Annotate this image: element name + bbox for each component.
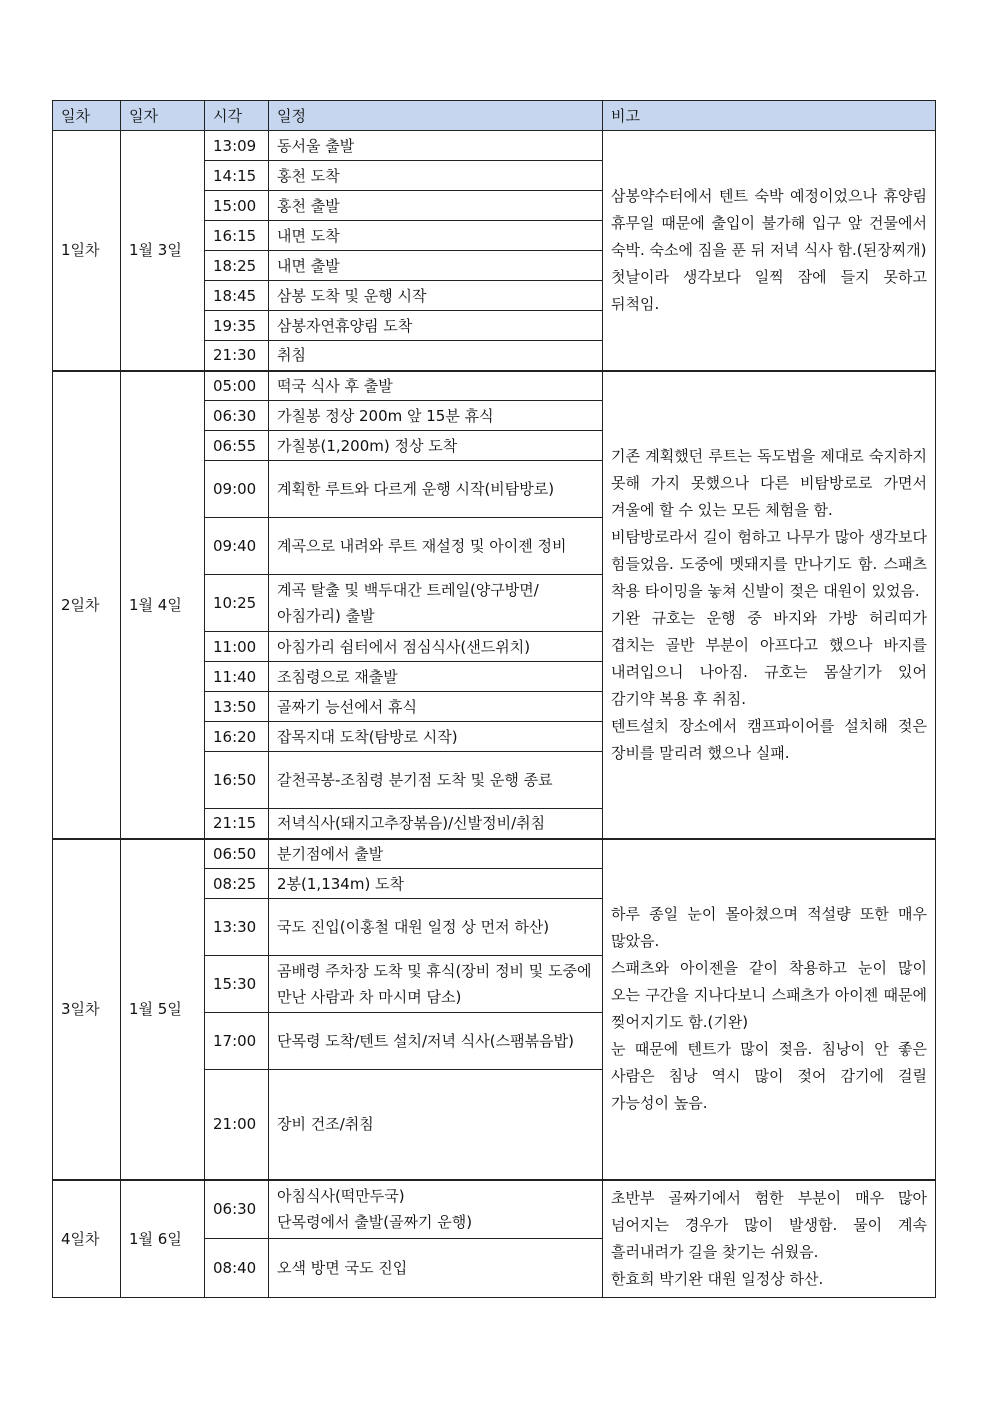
date-cell: 1월 5일 bbox=[121, 839, 205, 1180]
event-cell: 2봉(1,134m) 도착 bbox=[269, 869, 603, 899]
event-cell: 내면 도착 bbox=[269, 221, 603, 251]
event-cell: 삼봉자연휴양림 도착 bbox=[269, 311, 603, 341]
time-cell: 05:00 bbox=[205, 371, 269, 401]
event-cell: 단목령 도착/텐트 설치/저녁 식사(스팸볶음밥) bbox=[269, 1013, 603, 1070]
table-row bbox=[53, 1180, 936, 1239]
time-cell: 15:00 bbox=[205, 191, 269, 221]
event-cell: 취침 bbox=[269, 341, 603, 371]
schedule-table-wrapper bbox=[52, 100, 936, 1298]
event-cell: 홍천 출발 bbox=[269, 191, 603, 221]
time-cell: 19:35 bbox=[205, 311, 269, 341]
date-cell: 1월 6일 bbox=[121, 1180, 205, 1298]
time-cell: 16:20 bbox=[205, 722, 269, 752]
schedule-table bbox=[52, 100, 936, 1298]
time-cell: 18:25 bbox=[205, 251, 269, 281]
time-cell: 06:30 bbox=[205, 1180, 269, 1239]
event-cell: 잡목지대 도착(탐방로 시작) bbox=[269, 722, 603, 752]
event-cell: 골짜기 능선에서 휴식 bbox=[269, 692, 603, 722]
time-cell: 06:50 bbox=[205, 839, 269, 869]
day-cell: 3일차 bbox=[53, 839, 121, 1180]
note-paragraph: 스패츠와 아이젠을 같이 착용하고 눈이 많이 오는 구간을 지나다보니 스패츠가 아이젠 때문에 찢어지기도 함.(기완) bbox=[611, 959, 927, 1031]
note-paragraph: 하루 종일 눈이 몰아쳤으며 적설량 또한 매우 많았음. bbox=[611, 905, 927, 950]
time-cell: 18:45 bbox=[205, 281, 269, 311]
day-cell: 1일차 bbox=[53, 131, 121, 371]
date-cell: 1월 3일 bbox=[121, 131, 205, 371]
note-paragraph: 한효희 박기완 대원 일정상 하산. bbox=[611, 1269, 824, 1288]
event-cell bbox=[269, 1180, 603, 1239]
time-cell: 14:15 bbox=[205, 161, 269, 191]
event-cell: 떡국 식사 후 출발 bbox=[269, 371, 603, 401]
header-event: 일정 bbox=[269, 101, 603, 131]
event-line: 아침식사(떡만두국) bbox=[277, 1187, 405, 1206]
event-cell: 가칠봉(1,200m) 정상 도착 bbox=[269, 431, 603, 461]
note-paragraph: 기존 계획했던 루트는 독도법을 제대로 숙지하지 못해 가지 못했으나 다른 비탐방로로 가면서 겨울에 할 수 있는 모든 체험을 함. bbox=[611, 446, 927, 519]
event-cell: 계곡으로 내려와 루트 재설정 및 아이젠 정비 bbox=[269, 518, 603, 575]
event-cell: 삼봉 도착 및 운행 시작 bbox=[269, 281, 603, 311]
time-cell: 13:50 bbox=[205, 692, 269, 722]
time-cell: 09:00 bbox=[205, 461, 269, 518]
time-cell: 15:30 bbox=[205, 956, 269, 1013]
time-cell: 16:50 bbox=[205, 752, 269, 809]
note-paragraph: 삼봉약수터에서 텐트 숙박 예정이었으나 휴양림 휴무일 때문에 출입이 불가해 입구 앞 건물에서 숙박. 숙소에 짐을 푼 뒤 저녁 식사 함.(된장찌개) bbox=[611, 186, 927, 259]
time-cell: 11:40 bbox=[205, 662, 269, 692]
time-cell: 13:30 bbox=[205, 899, 269, 956]
header-note: 비고 bbox=[603, 101, 936, 131]
event-cell: 계획한 루트와 다르게 운행 시작(비탐방로) bbox=[269, 461, 603, 518]
header-time: 시각 bbox=[205, 101, 269, 131]
event-cell: 오색 방면 국도 진입 bbox=[269, 1238, 603, 1297]
event-cell: 곰배령 주차장 도착 및 휴식(장비 정비 및 도중에 만난 사람과 차 마시며 담소) bbox=[269, 956, 603, 1013]
header-date: 일자 bbox=[121, 101, 205, 131]
event-cell: 국도 진입(이홍철 대원 일정 상 먼저 하산) bbox=[269, 899, 603, 956]
time-cell: 16:15 bbox=[205, 221, 269, 251]
note-paragraph: 비탐방로라서 길이 험하고 나무가 많아 생각보다 힘들었음. 도중에 멧돼지를 만나기도 함. 스패츠 착용 타이밍을 놓쳐 신발이 젖은 대원이 있었음. bbox=[611, 527, 927, 600]
event-cell: 계곡 탈출 및 백두대간 트레일(양구방면/아침가리) 출발 bbox=[269, 575, 603, 632]
table-row bbox=[53, 371, 936, 401]
time-cell: 21:00 bbox=[205, 1070, 269, 1180]
event-cell: 장비 건조/취침 bbox=[269, 1070, 603, 1180]
time-cell: 21:30 bbox=[205, 341, 269, 371]
time-cell: 06:55 bbox=[205, 431, 269, 461]
event-cell: 저녁식사(돼지고추장볶음)/신발정비/취침 bbox=[269, 809, 603, 839]
event-cell: 조침령으로 재출발 bbox=[269, 662, 603, 692]
header-day: 일차 bbox=[53, 101, 121, 131]
note-cell bbox=[603, 839, 936, 1180]
event-cell: 내면 출발 bbox=[269, 251, 603, 281]
event-cell: 동서울 출발 bbox=[269, 131, 603, 161]
time-cell: 13:09 bbox=[205, 131, 269, 161]
day-cell: 4일차 bbox=[53, 1180, 121, 1298]
note-cell bbox=[603, 1180, 936, 1298]
event-cell: 분기점에서 출발 bbox=[269, 839, 603, 869]
time-cell: 11:00 bbox=[205, 632, 269, 662]
table-row bbox=[53, 131, 936, 161]
time-cell: 08:25 bbox=[205, 869, 269, 899]
event-cell: 아침가리 쉼터에서 점심식사(샌드위치) bbox=[269, 632, 603, 662]
time-cell: 10:25 bbox=[205, 575, 269, 632]
time-cell: 08:40 bbox=[205, 1238, 269, 1297]
table-row bbox=[53, 839, 936, 869]
event-cell: 홍천 도착 bbox=[269, 161, 603, 191]
note-paragraph: 초반부 골짜기에서 험한 부분이 매우 많아 넘어지는 경우가 많이 발생함. 물이 계속 흘러내려가 길을 찾기는 쉬웠음. bbox=[611, 1188, 927, 1261]
note-cell bbox=[603, 371, 936, 839]
note-paragraph: 기완 규호는 운행 중 바지와 가방 허리띠가 겹치는 골반 부분이 아프다고 했으나 바지를 내려입으니 나아짐. 규호는 몸살기가 있어 감기약 복용 후 취침. bbox=[611, 608, 927, 708]
note-paragraph: 텐트설치 장소에서 캠프파이어를 설치해 젖은 장비를 말리려 했으나 실패. bbox=[611, 716, 927, 762]
time-cell: 21:15 bbox=[205, 809, 269, 839]
event-cell: 갈천곡봉-조침령 분기점 도착 및 운행 종료 bbox=[269, 752, 603, 809]
time-cell: 17:00 bbox=[205, 1013, 269, 1070]
time-cell: 09:40 bbox=[205, 518, 269, 575]
note-paragraph: 첫날이라 생각보다 일찍 잠에 들지 못하고 뒤척임. bbox=[611, 267, 927, 313]
event-cell: 가칠봉 정상 200m 앞 15분 휴식 bbox=[269, 401, 603, 431]
day-cell: 2일차 bbox=[53, 371, 121, 839]
date-cell: 1월 4일 bbox=[121, 371, 205, 839]
header-row bbox=[53, 101, 936, 131]
note-cell bbox=[603, 131, 936, 371]
event-line: 단목령에서 출발(골짜기 운행) bbox=[277, 1213, 473, 1232]
time-cell: 06:30 bbox=[205, 401, 269, 431]
note-paragraph: 눈 때문에 텐트가 많이 젖음. 침낭이 안 좋은 사람은 침낭 역시 많이 젖어 감기에 걸릴 가능성이 높음. bbox=[611, 1040, 927, 1112]
